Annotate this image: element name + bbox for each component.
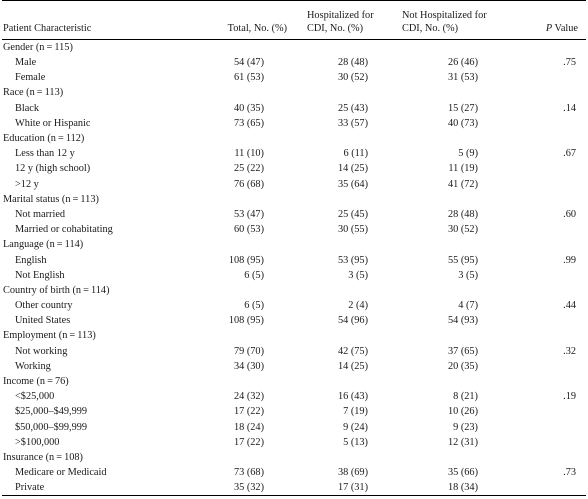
hospitalized-cell: 53 (95) [337, 254, 368, 266]
total-cell [180, 131, 293, 146]
hospitalized-cell: 3 (5) [348, 269, 368, 281]
row-label: >$100,000 [15, 436, 60, 448]
table-group-row [2, 450, 586, 465]
p-value-cell [504, 374, 586, 389]
not-hospitalized-cell: 8 (21) [453, 391, 478, 403]
not-hospitalized-cell: 35 (66) [447, 467, 478, 479]
hospitalized-cell: 7 (19) [343, 406, 368, 418]
hospitalized-cell: 14 (25) [337, 360, 368, 372]
hospitalized-cell [293, 283, 391, 298]
hospitalized-cell: 2 (4) [348, 300, 368, 312]
total-cell: 60 (53) [233, 224, 264, 236]
total-cell [180, 374, 293, 389]
hospitalized-cell: 54 (96) [337, 315, 368, 327]
hospitalized-cell: 35 (64) [337, 178, 368, 190]
total-cell: 6 (5) [244, 300, 264, 312]
total-cell: 108 (95) [228, 254, 264, 266]
not-hospitalized-cell [391, 374, 504, 389]
not-hospitalized-cell: 41 (72) [447, 178, 478, 190]
row-label: English [15, 254, 47, 266]
p-value-cell: .19 [563, 391, 576, 403]
not-hospitalized-cell [391, 131, 504, 146]
table-row [2, 161, 586, 176]
p-value-cell: .75 [563, 57, 576, 69]
row-label: Black [15, 102, 40, 114]
header-not-hospitalized-line2: CDI, No. (%) [402, 22, 459, 34]
total-cell: 54 (47) [233, 57, 264, 69]
table-group-row [2, 328, 586, 343]
row-label: <$25,000 [15, 391, 55, 403]
row-label: Marital status (n = 113) [3, 193, 99, 205]
total-cell: 108 (95) [228, 315, 264, 327]
table-group-row [2, 85, 586, 100]
total-cell: 61 (53) [233, 72, 264, 84]
table-row [2, 252, 586, 267]
row-label: >12 y [15, 178, 39, 190]
row-label: Not married [15, 208, 66, 220]
header-p-value [504, 1, 586, 40]
patient-characteristics-table [2, 0, 586, 496]
hospitalized-cell [293, 374, 391, 389]
row-label: Other country [15, 300, 73, 312]
total-cell: 34 (30) [233, 360, 264, 372]
total-cell [180, 450, 293, 465]
row-label: Female [15, 72, 46, 84]
table-row [2, 70, 586, 85]
hospitalized-cell [293, 192, 391, 207]
total-cell: 53 (47) [233, 208, 264, 220]
total-cell [180, 328, 293, 343]
hospitalized-cell [293, 237, 391, 252]
p-value-cell: .60 [563, 208, 576, 220]
p-value-cell: .73 [563, 467, 576, 479]
row-label: Medicare or Medicaid [15, 467, 107, 479]
p-value-cell: .32 [563, 345, 576, 357]
total-cell: 79 (70) [233, 345, 264, 357]
p-value-cell [504, 328, 586, 343]
row-label: Education (n = 112) [3, 133, 85, 145]
not-hospitalized-cell: 5 (9) [458, 148, 478, 160]
not-hospitalized-cell: 37 (65) [447, 345, 478, 357]
row-label: Private [2, 480, 180, 496]
header-row [2, 1, 586, 40]
table-row [2, 207, 586, 222]
hospitalized-cell [293, 40, 391, 56]
table-row [2, 420, 586, 435]
total-cell: 40 (35) [233, 102, 264, 114]
table-row [2, 465, 586, 480]
p-value-cell [504, 237, 586, 252]
header-total: Total, No. (%) [180, 1, 293, 40]
header-not-hospitalized-line1: Not Hospitalized for [402, 10, 487, 21]
not-hospitalized-cell: 40 (73) [447, 117, 478, 129]
table-row [2, 313, 586, 328]
row-label: Married or cohabitating [15, 224, 113, 236]
not-hospitalized-cell: 54 (93) [447, 315, 478, 327]
not-hospitalized-cell: 15 (27) [447, 102, 478, 114]
table-group-row [2, 131, 586, 146]
p-value-cell [504, 70, 586, 85]
total-cell: 73 (65) [233, 117, 264, 129]
not-hospitalized-cell: 30 (52) [447, 224, 478, 236]
table-row [2, 101, 586, 116]
table-body [2, 40, 586, 496]
total-cell: 25 (22) [233, 163, 264, 175]
not-hospitalized-cell [391, 192, 504, 207]
p-value-cell [504, 40, 586, 56]
not-hospitalized-cell: 11 (19) [448, 163, 478, 175]
not-hospitalized-cell: 4 (7) [458, 300, 478, 312]
total-cell [180, 192, 293, 207]
header-not-hospitalized [391, 1, 504, 40]
p-value-cell [504, 404, 586, 419]
total-cell [180, 283, 293, 298]
table-group-row [2, 374, 586, 389]
table-row [2, 177, 586, 192]
total-cell [180, 85, 293, 100]
total-cell: 24 (32) [233, 391, 264, 403]
p-value-cell: .99 [563, 254, 576, 266]
hospitalized-cell: 6 (11) [343, 148, 368, 160]
row-label: Working [15, 360, 51, 372]
hospitalized-cell [293, 85, 391, 100]
not-hospitalized-cell: 12 (31) [447, 436, 478, 448]
table-row [2, 268, 586, 283]
not-hospitalized-cell [391, 283, 504, 298]
hospitalized-cell: 5 (13) [343, 436, 368, 448]
p-value-cell: .44 [563, 300, 576, 312]
not-hospitalized-cell: 20 (35) [447, 360, 478, 372]
hospitalized-cell: 42 (75) [337, 345, 368, 357]
table-row [2, 55, 586, 70]
hospitalized-cell: 28 (48) [337, 57, 368, 69]
p-value-cell [504, 192, 586, 207]
p-value-cell: .67 [563, 148, 576, 160]
header-hospitalized-line2: CDI, No. (%) [307, 22, 364, 34]
hospitalized-cell [293, 328, 391, 343]
row-label: Gender (n = 115) [3, 42, 73, 53]
header-characteristic: Patient Characteristic [2, 1, 180, 40]
row-label: Not English [15, 269, 65, 281]
hospitalized-cell: 17 (31) [293, 480, 391, 496]
row-label: 12 y (high school) [15, 163, 91, 175]
row-label: Income (n = 76) [3, 376, 69, 388]
total-cell: 73 (68) [233, 467, 264, 479]
not-hospitalized-cell: 9 (23) [453, 421, 478, 433]
hospitalized-cell: 38 (69) [337, 467, 368, 479]
p-value-cell [504, 268, 586, 283]
table-row [2, 359, 586, 374]
row-label: Employment (n = 113) [3, 330, 96, 342]
total-cell: 17 (22) [233, 406, 264, 418]
table-row [2, 344, 586, 359]
header-hospitalized [293, 1, 391, 40]
header-p-rest: Value [552, 22, 578, 34]
row-label: White or Hispanic [15, 117, 91, 129]
row-label: $25,000–$49,999 [15, 406, 88, 418]
row-label: Insurance (n = 108) [3, 451, 83, 463]
table-row [2, 389, 586, 404]
hospitalized-cell [293, 450, 391, 465]
p-value-cell [504, 480, 586, 496]
p-value-cell [504, 420, 586, 435]
p-value-cell [504, 435, 586, 450]
p-value-cell [504, 313, 586, 328]
not-hospitalized-cell: 3 (5) [458, 269, 478, 281]
total-cell [180, 237, 293, 252]
not-hospitalized-cell [391, 85, 504, 100]
table-group-row [2, 283, 586, 298]
total-cell: 17 (22) [233, 436, 264, 448]
hospitalized-cell: 25 (45) [337, 208, 368, 220]
total-cell: 76 (68) [233, 178, 264, 190]
p-value-cell [504, 359, 586, 374]
not-hospitalized-cell [391, 40, 504, 56]
total-cell: 6 (5) [244, 269, 264, 281]
row-label: Less than 12 y [15, 148, 75, 160]
p-value-cell [504, 131, 586, 146]
table-row [2, 480, 586, 496]
not-hospitalized-cell: 26 (46) [447, 57, 478, 69]
total-cell [180, 40, 293, 56]
hospitalized-cell [293, 131, 391, 146]
p-value-cell [504, 222, 586, 237]
hospitalized-cell: 30 (52) [337, 72, 368, 84]
p-value-cell [504, 116, 586, 131]
table-group-row [2, 237, 586, 252]
table-row [2, 435, 586, 450]
table-row [2, 298, 586, 313]
hospitalized-cell: 14 (25) [337, 163, 368, 175]
p-value-cell [504, 161, 586, 176]
table-header [2, 1, 586, 40]
row-label: Country of birth (n = 114) [3, 284, 110, 296]
total-cell: 35 (32) [180, 480, 293, 496]
p-value-cell [504, 85, 586, 100]
not-hospitalized-cell [391, 237, 504, 252]
not-hospitalized-cell [391, 328, 504, 343]
p-value-cell [504, 283, 586, 298]
hospitalized-cell: 16 (43) [337, 391, 368, 403]
table-group-row [2, 192, 586, 207]
not-hospitalized-cell [391, 450, 504, 465]
p-value-cell [504, 177, 586, 192]
table-group-row [2, 40, 586, 56]
not-hospitalized-cell: 18 (34) [391, 480, 504, 496]
table-row [2, 404, 586, 419]
row-label: Language (n = 114) [3, 239, 84, 251]
hospitalized-cell: 33 (57) [337, 117, 368, 129]
row-label: United States [15, 315, 71, 327]
table-row [2, 222, 586, 237]
row-label: $50,000–$99,999 [15, 421, 88, 433]
table-row [2, 146, 586, 161]
p-value-cell: .14 [563, 102, 576, 114]
header-hospitalized-line1: Hospitalized for [307, 10, 374, 21]
p-value-cell [504, 450, 586, 465]
hospitalized-cell: 30 (55) [337, 224, 368, 236]
table-row [2, 116, 586, 131]
header-p-italic: P [545, 22, 553, 34]
total-cell: 18 (24) [233, 421, 264, 433]
not-hospitalized-cell: 31 (53) [447, 72, 478, 84]
not-hospitalized-cell: 28 (48) [447, 208, 478, 220]
hospitalized-cell: 25 (43) [337, 102, 368, 114]
row-label: Male [15, 57, 37, 69]
row-label: Not working [15, 345, 68, 357]
hospitalized-cell: 9 (24) [343, 421, 368, 433]
row-label: Race (n = 113) [3, 87, 64, 99]
total-cell: 11 (10) [234, 148, 264, 160]
not-hospitalized-cell: 55 (95) [447, 254, 478, 266]
not-hospitalized-cell: 10 (26) [447, 406, 478, 418]
